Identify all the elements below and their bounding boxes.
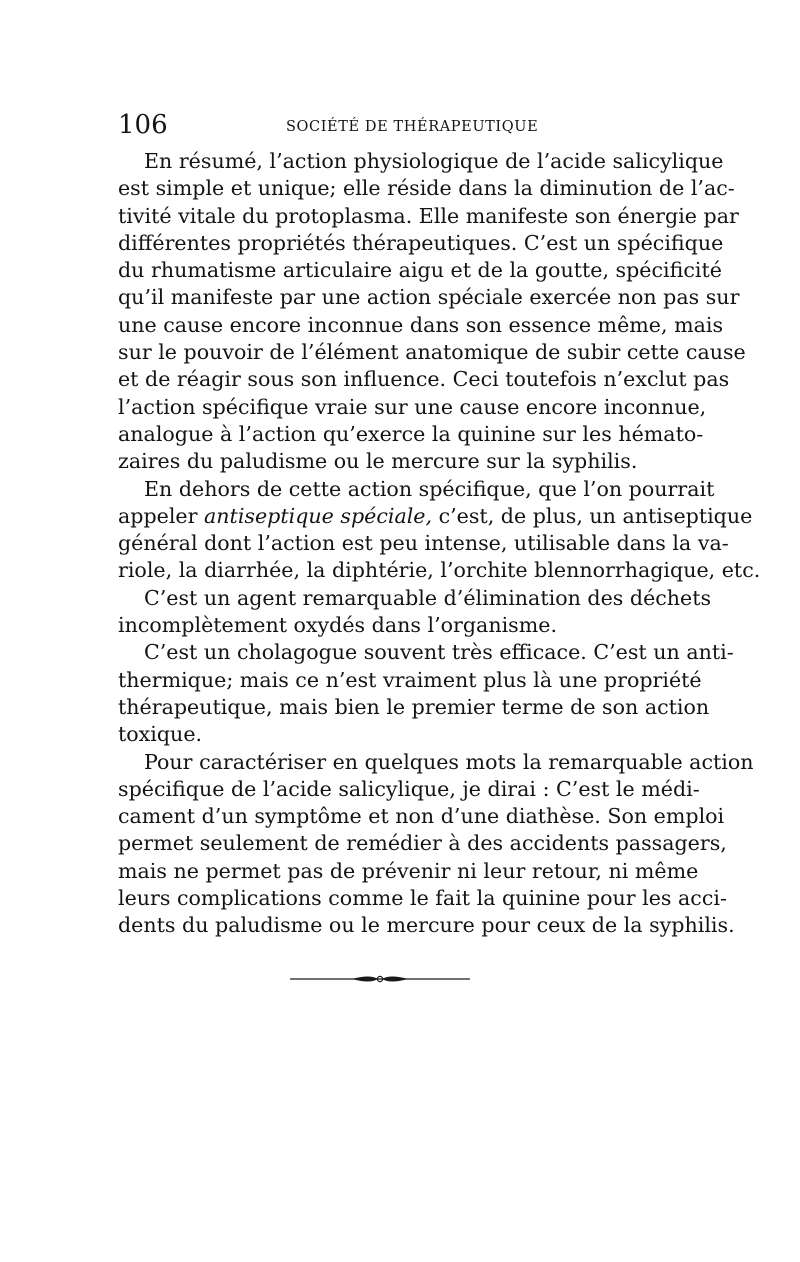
text-line: une cause encore inconnue dans son essence même, mais — [118, 312, 724, 337]
text-segment: appeler — [118, 503, 198, 528]
text-line-with-italic — [118, 503, 753, 530]
text-line: tivité vitale du protoplasma. Elle manifeste son énergie par — [118, 203, 739, 228]
body-text — [118, 148, 761, 940]
text-line: qu’il manifeste par une action spéciale exercée non pas sur — [118, 285, 740, 310]
page-number: 106 — [118, 110, 168, 140]
text-line: En résumé, l’action physiologique de l’acide salicylique — [144, 149, 724, 173]
text-line: thermique; mais ce n’est vraiment plus là une propriété — [118, 667, 702, 692]
text-line: permet seulement de remédier à des accidents passagers, — [118, 831, 727, 856]
text-line: dents du paludisme ou le mercure pour ceux de la syphilis. — [118, 913, 735, 938]
text-line: différentes propriétés thérapeutiques. C’est un spécifique — [118, 230, 724, 255]
italic-term: antiseptique spéciale, — [204, 503, 433, 528]
text-line: analogue à l’action qu’exerce la quinine sur les hémato- — [118, 421, 704, 446]
text-line: toxique. — [118, 722, 203, 747]
text-line: Pour caractériser en quelques mots la remarquable action — [144, 749, 754, 774]
paragraph-1 — [118, 148, 746, 476]
paragraph-5 — [118, 749, 754, 940]
text-line: mais ne permet pas de prévenir ni leur retour, ni même — [118, 858, 699, 883]
text-line: thérapeutique, mais bien le premier terme de son action — [118, 694, 710, 719]
text-line: leurs complications comme le fait la quinine pour les acci- — [118, 886, 727, 911]
running-title: SOCIÉTÉ DE THÉRAPEUTIQUE — [286, 119, 539, 135]
running-head — [118, 108, 680, 142]
end-of-text-rule-icon — [290, 973, 470, 985]
paragraph-2 — [118, 476, 761, 585]
text-line: est simple et unique; elle réside dans la diminution de l’ac- — [118, 176, 735, 201]
text-line: et de réagir sous son influence. Ceci toutefois n’exclut pas — [118, 367, 730, 392]
text-line: incomplètement oxydés dans l’organisme. — [118, 613, 558, 638]
text-line: général dont l’action est peu intense, utilisable dans la va- — [118, 531, 729, 556]
text-line: riole, la diarrhée, la diphtérie, l’orchite blennorrhagique, etc. — [118, 558, 761, 583]
text-line: C’est un cholagogue souvent très efficace. C’est un anti- — [144, 640, 734, 665]
text-line: En dehors de cette action spécifique, que l’on pourrait — [144, 476, 715, 501]
paragraph-3 — [118, 585, 712, 640]
text-line: sur le pouvoir de l’élément anatomique de subir cette cause — [118, 340, 746, 365]
text-line: zaires du paludisme ou le mercure sur la syphilis. — [118, 449, 638, 474]
text-line: C’est un agent remarquable d’élimination des déchets — [144, 585, 712, 610]
text-segment: c’est, de plus, un antiseptique — [438, 503, 753, 528]
text-line: du rhumatisme articulaire aigu et de la goutte, spécificité — [118, 258, 722, 283]
text-line: l’action spécifique vraie sur une cause encore inconnue, — [118, 394, 707, 419]
text-line: cament d’un symptôme et non d’une diathèse. Son emploi — [118, 804, 725, 829]
text-line: spécifique de l’acide salicylique, je dirai : C’est le médi- — [118, 776, 700, 801]
paragraph-4 — [118, 639, 734, 748]
